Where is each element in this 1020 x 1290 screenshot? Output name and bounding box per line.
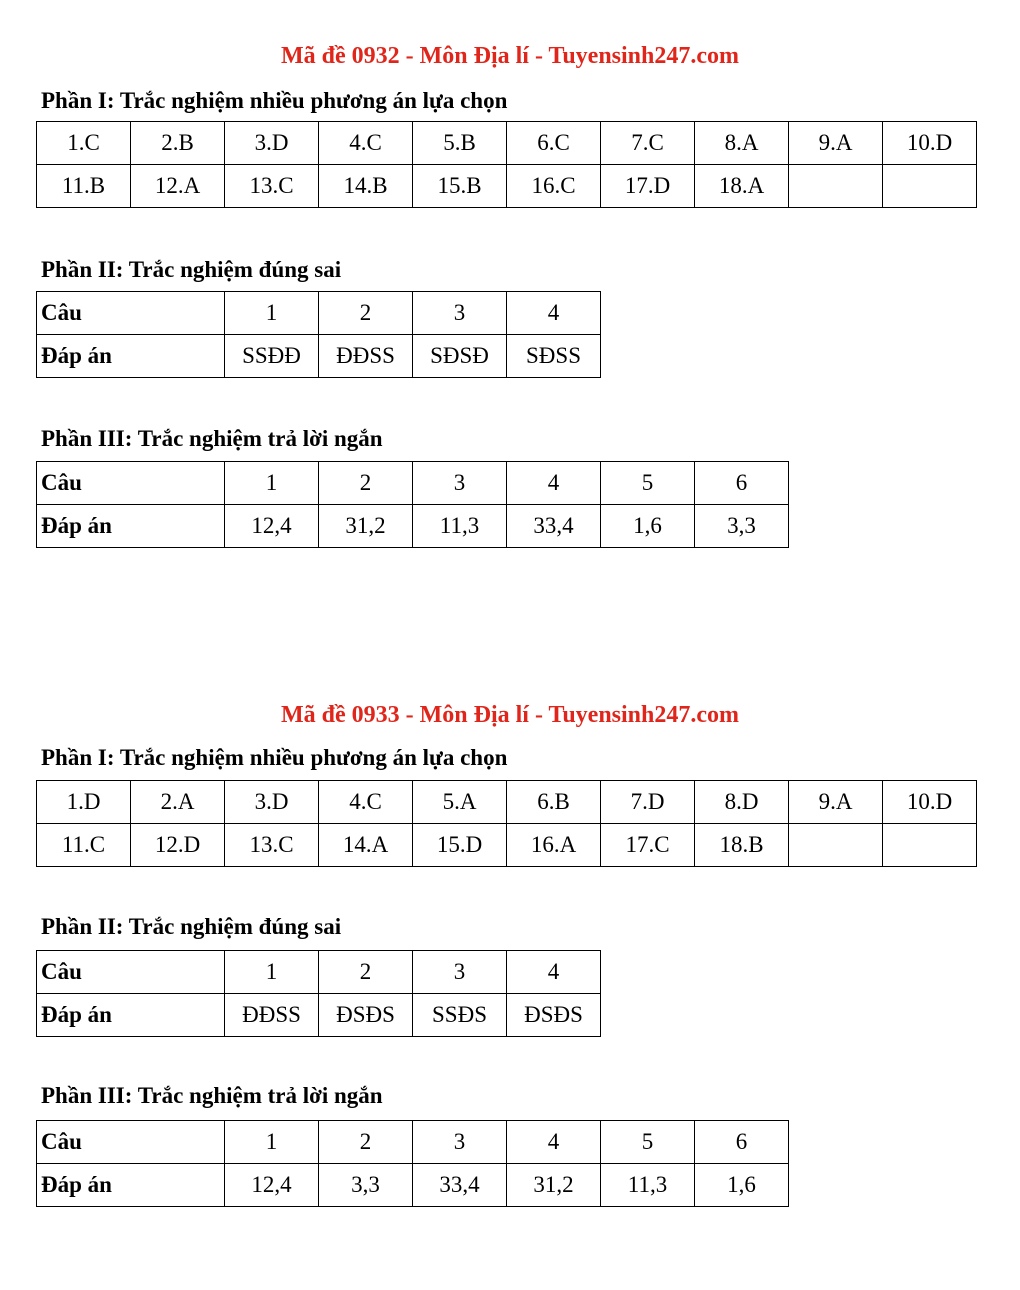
answer-cell: 16.A bbox=[507, 824, 601, 867]
answer-cell: 14.B bbox=[319, 165, 413, 208]
question-number: 4 bbox=[507, 951, 601, 994]
question-number: 3 bbox=[413, 292, 507, 335]
question-number: 5 bbox=[601, 462, 695, 505]
question-number: 6 bbox=[695, 1121, 789, 1164]
answer-value: ĐĐSS bbox=[319, 335, 413, 378]
table-row bbox=[37, 1164, 789, 1207]
question-number: 4 bbox=[507, 1121, 601, 1164]
answer-cell bbox=[883, 824, 977, 867]
answer-cell: 14.A bbox=[319, 824, 413, 867]
part2-title: Phần II: Trắc nghiệm đúng sai bbox=[41, 914, 342, 939]
part3-answer-table bbox=[36, 1120, 789, 1207]
answer-cell: 15.B bbox=[413, 165, 507, 208]
part3-title: Phần III: Trắc nghiệm trả lời ngắn bbox=[41, 1083, 383, 1108]
answer-header-label: Đáp án bbox=[37, 505, 225, 548]
part3-title: Phần III: Trắc nghiệm trả lời ngắn bbox=[41, 426, 383, 451]
answer-cell: 16.C bbox=[507, 165, 601, 208]
answer-header-label: Đáp án bbox=[37, 335, 225, 378]
question-number: 3 bbox=[413, 951, 507, 994]
question-number: 3 bbox=[413, 1121, 507, 1164]
part1-title: Phần I: Trắc nghiệm nhiều phương án lựa chọn bbox=[41, 88, 508, 113]
answer-cell: 18.B bbox=[695, 824, 789, 867]
answer-cell bbox=[789, 165, 883, 208]
question-number: 4 bbox=[507, 292, 601, 335]
answer-cell: 12.D bbox=[131, 824, 225, 867]
answer-value: SĐSS bbox=[507, 335, 601, 378]
question-number: 6 bbox=[695, 462, 789, 505]
answer-cell: 3.D bbox=[225, 122, 319, 165]
question-number: 2 bbox=[319, 1121, 413, 1164]
question-number: 2 bbox=[319, 951, 413, 994]
answer-cell: 2.B bbox=[131, 122, 225, 165]
question-number: 1 bbox=[225, 951, 319, 994]
table-row bbox=[37, 122, 977, 165]
table-row bbox=[37, 505, 789, 548]
answer-cell: 8.A bbox=[695, 122, 789, 165]
question-number: 5 bbox=[601, 1121, 695, 1164]
table-row bbox=[37, 951, 601, 994]
answer-cell: 13.C bbox=[225, 165, 319, 208]
question-number: 3 bbox=[413, 462, 507, 505]
answer-header-label: Đáp án bbox=[37, 994, 225, 1037]
answer-value: 31,2 bbox=[319, 505, 413, 548]
answer-header-label: Đáp án bbox=[37, 1164, 225, 1207]
answer-cell: 13.C bbox=[225, 824, 319, 867]
answer-value: SĐSĐ bbox=[413, 335, 507, 378]
answer-cell: 17.C bbox=[601, 824, 695, 867]
answer-cell: 7.D bbox=[601, 781, 695, 824]
exam-code-title: Mã đề 0933 - Môn Địa lí - Tuyensinh247.com bbox=[280, 702, 740, 728]
answer-cell: 4.C bbox=[319, 122, 413, 165]
table-row bbox=[37, 335, 601, 378]
answer-value: 1,6 bbox=[695, 1164, 789, 1207]
answer-value: 3,3 bbox=[695, 505, 789, 548]
answer-cell: 11.B bbox=[37, 165, 131, 208]
answer-cell: 5.B bbox=[413, 122, 507, 165]
answer-cell: 10.D bbox=[883, 781, 977, 824]
answer-value: 3,3 bbox=[319, 1164, 413, 1207]
question-number: 4 bbox=[507, 462, 601, 505]
answer-cell: 3.D bbox=[225, 781, 319, 824]
exam-code-title: Mã đề 0932 - Môn Địa lí - Tuyensinh247.com bbox=[280, 43, 740, 69]
answer-cell: 18.A bbox=[695, 165, 789, 208]
question-number: 1 bbox=[225, 292, 319, 335]
answer-value: ĐĐSS bbox=[225, 994, 319, 1037]
question-number: 2 bbox=[319, 462, 413, 505]
answer-cell: 1.D bbox=[37, 781, 131, 824]
answer-value: 31,2 bbox=[507, 1164, 601, 1207]
answer-cell: 6.B bbox=[507, 781, 601, 824]
table-row bbox=[37, 994, 601, 1037]
part1-title: Phần I: Trắc nghiệm nhiều phương án lựa chọn bbox=[41, 745, 508, 770]
answer-cell: 5.A bbox=[413, 781, 507, 824]
answer-value: SSĐS bbox=[413, 994, 507, 1037]
answer-cell: 12.A bbox=[131, 165, 225, 208]
answer-cell: 15.D bbox=[413, 824, 507, 867]
part1-answer-table bbox=[36, 780, 977, 867]
answer-value: ĐSĐS bbox=[507, 994, 601, 1037]
table-row bbox=[37, 824, 977, 867]
answer-value: 12,4 bbox=[225, 505, 319, 548]
answer-value: 33,4 bbox=[507, 505, 601, 548]
answer-cell: 2.A bbox=[131, 781, 225, 824]
table-row bbox=[37, 1121, 789, 1164]
answer-value: 12,4 bbox=[225, 1164, 319, 1207]
question-number: 2 bbox=[319, 292, 413, 335]
part2-answer-table bbox=[36, 950, 601, 1037]
table-row bbox=[37, 165, 977, 208]
question-header-label: Câu bbox=[37, 462, 225, 505]
part1-answer-table bbox=[36, 121, 977, 208]
answer-value: 33,4 bbox=[413, 1164, 507, 1207]
answer-cell: 11.C bbox=[37, 824, 131, 867]
answer-cell: 1.C bbox=[37, 122, 131, 165]
answer-cell: 9.A bbox=[789, 122, 883, 165]
table-row bbox=[37, 781, 977, 824]
answer-cell bbox=[883, 165, 977, 208]
table-row bbox=[37, 462, 789, 505]
part2-title: Phần II: Trắc nghiệm đúng sai bbox=[41, 257, 342, 282]
answer-cell: 10.D bbox=[883, 122, 977, 165]
question-header-label: Câu bbox=[37, 1121, 225, 1164]
part2-answer-table bbox=[36, 291, 601, 378]
answer-cell: 7.C bbox=[601, 122, 695, 165]
answer-cell bbox=[789, 824, 883, 867]
answer-cell: 6.C bbox=[507, 122, 601, 165]
question-number: 1 bbox=[225, 1121, 319, 1164]
answer-value: 11,3 bbox=[601, 1164, 695, 1207]
question-number: 1 bbox=[225, 462, 319, 505]
answer-value: 1,6 bbox=[601, 505, 695, 548]
answer-cell: 8.D bbox=[695, 781, 789, 824]
answer-cell: 9.A bbox=[789, 781, 883, 824]
answer-cell: 4.C bbox=[319, 781, 413, 824]
question-header-label: Câu bbox=[37, 951, 225, 994]
answer-value: ĐSĐS bbox=[319, 994, 413, 1037]
answer-value: SSĐĐ bbox=[225, 335, 319, 378]
answer-cell: 17.D bbox=[601, 165, 695, 208]
part3-answer-table bbox=[36, 461, 789, 548]
answer-value: 11,3 bbox=[413, 505, 507, 548]
question-header-label: Câu bbox=[37, 292, 225, 335]
table-row bbox=[37, 292, 601, 335]
